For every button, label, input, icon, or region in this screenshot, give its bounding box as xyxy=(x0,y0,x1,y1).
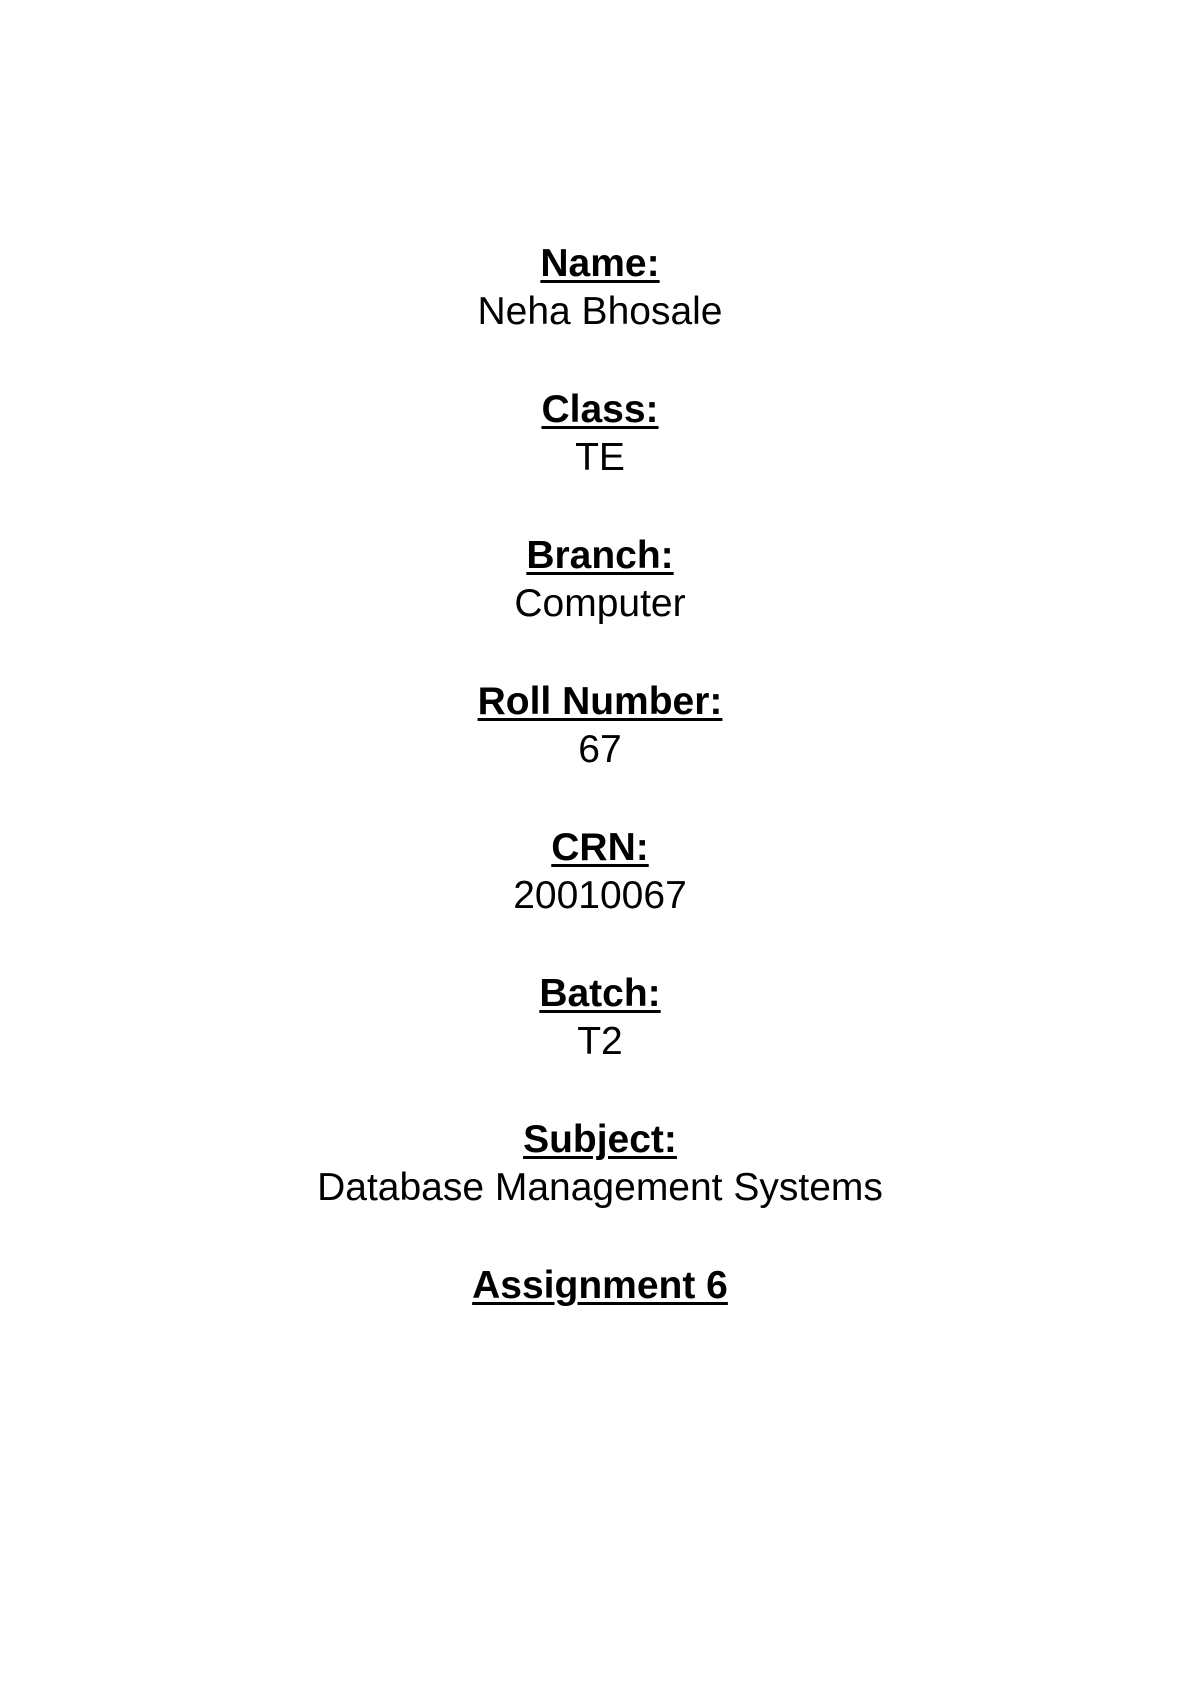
branch-value: Computer xyxy=(514,582,686,625)
class-label: Class: xyxy=(541,388,659,431)
branch-field xyxy=(0,532,1200,628)
roll-number-label: Roll Number: xyxy=(477,680,723,723)
name-field xyxy=(0,240,1200,336)
roll-number-value: 67 xyxy=(578,728,622,771)
crn-value: 20010067 xyxy=(513,874,687,917)
crn-label: CRN: xyxy=(551,826,649,869)
branch-label: Branch: xyxy=(526,534,674,577)
roll-number-field xyxy=(0,678,1200,774)
class-field xyxy=(0,386,1200,482)
subject-value: Database Management Systems xyxy=(317,1166,883,1209)
batch-label: Batch: xyxy=(539,972,661,1015)
batch-value: T2 xyxy=(577,1020,623,1063)
crn-field xyxy=(0,824,1200,920)
assignment-title: Assignment 6 xyxy=(472,1264,728,1307)
class-value: TE xyxy=(575,436,625,479)
name-label: Name: xyxy=(540,242,660,285)
subject-field xyxy=(0,1116,1200,1212)
subject-label: Subject: xyxy=(523,1118,677,1161)
name-value: Neha Bhosale xyxy=(477,290,723,333)
batch-field xyxy=(0,970,1200,1066)
